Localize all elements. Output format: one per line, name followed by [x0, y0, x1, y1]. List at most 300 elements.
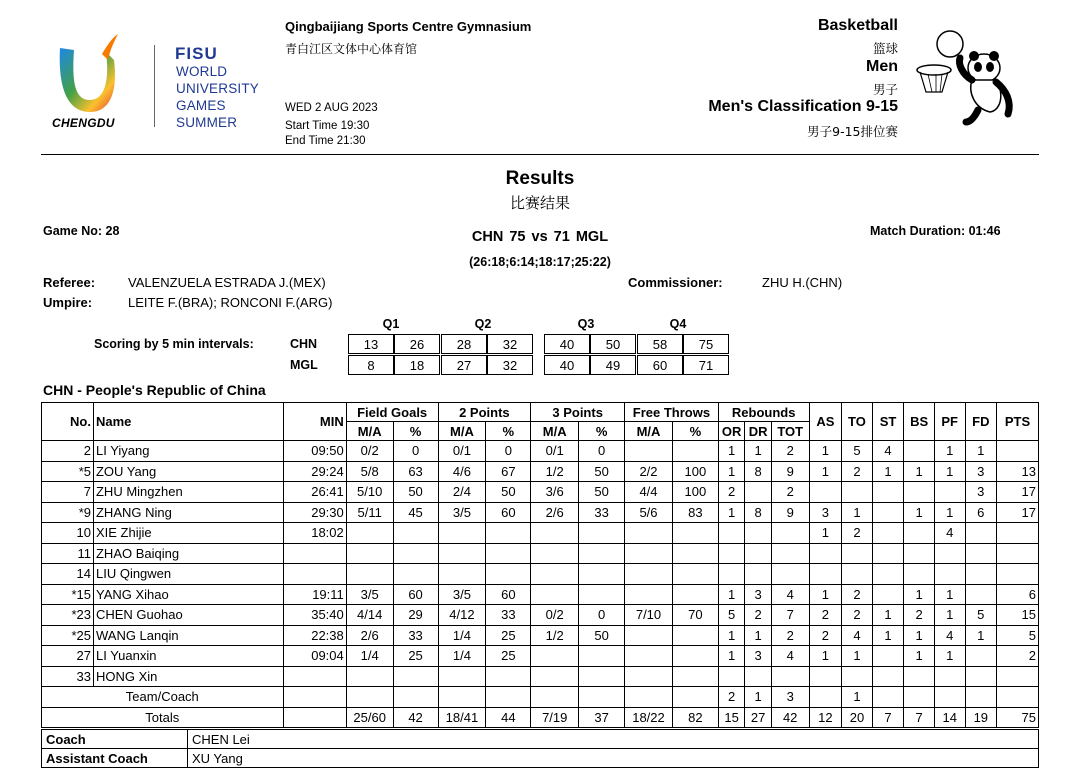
player-name: CHEN Guohao	[93, 605, 283, 626]
chengdu-logo-icon	[52, 30, 124, 120]
stat-cell: 5/8	[346, 461, 393, 482]
stat-cell	[625, 625, 673, 646]
stat-cell	[625, 543, 673, 564]
stat-cell: 29:30	[283, 502, 346, 523]
stat-cell	[872, 482, 904, 503]
interval-score-cell: 60	[637, 355, 683, 375]
stat-cell	[965, 543, 997, 564]
player-number: 7	[42, 482, 94, 503]
stat-cell: 67	[486, 461, 531, 482]
col-header-fd: FD	[965, 403, 997, 441]
interval-label: Scoring by 5 min intervals:	[94, 337, 254, 351]
stat-cell: 13	[997, 461, 1039, 482]
stat-cell	[579, 646, 625, 667]
stat-cell: 4/6	[438, 461, 486, 482]
final-score: CHN 75 vs 71 MGL	[471, 229, 609, 245]
stat-cell: 1	[904, 461, 935, 482]
stat-cell: 60	[486, 584, 531, 605]
coach-row	[42, 730, 1039, 749]
stat-cell	[997, 523, 1039, 544]
stat-cell: 33	[579, 502, 625, 523]
stat-cell: 1	[965, 441, 997, 462]
stat-cell: 2	[809, 625, 842, 646]
stat-cell: 1/4	[346, 646, 393, 667]
stat-cell	[393, 564, 438, 585]
interval-score-cell: 40	[544, 355, 590, 375]
stat-cell: 29:24	[283, 461, 346, 482]
stat-cell	[771, 564, 809, 585]
stat-cell	[872, 666, 904, 687]
coach-table	[41, 729, 1039, 768]
start-time: Start Time 19:30	[285, 120, 370, 132]
player-number: 14	[42, 564, 94, 585]
total-cell: 82	[672, 707, 718, 728]
stat-cell	[438, 543, 486, 564]
stat-cell: 7	[771, 605, 809, 626]
stat-cell	[965, 666, 997, 687]
event-name-zh: 男子9-15排位赛	[807, 124, 898, 139]
stat-cell	[934, 687, 965, 708]
interval-score-cell: 58	[637, 334, 683, 354]
stat-cell	[672, 687, 718, 708]
stat-cell: 1	[965, 625, 997, 646]
table-row	[42, 523, 1039, 544]
sub-header-ma: M/A	[438, 422, 486, 441]
stat-cell: 5/6	[625, 502, 673, 523]
player-number: 33	[42, 666, 94, 687]
stat-cell	[997, 543, 1039, 564]
total-cell: 12	[809, 707, 842, 728]
quarter-scores: (26:18;6:14;18:17;25:22)	[469, 255, 611, 269]
stat-cell	[718, 523, 745, 544]
stat-cell: 6	[997, 584, 1039, 605]
sub-header-dr: DR	[745, 422, 772, 441]
stat-cell: 0/2	[531, 605, 579, 626]
stat-cell	[997, 564, 1039, 585]
stat-cell: 25	[486, 646, 531, 667]
stat-cell	[872, 543, 904, 564]
stat-cell	[283, 666, 346, 687]
col-header-3-points: 3 Points	[531, 403, 625, 422]
interval-score-cell: 32	[487, 334, 533, 354]
stat-cell: 3	[745, 584, 772, 605]
player-rows	[42, 441, 1039, 728]
game-number: Game No: 28	[43, 224, 120, 238]
stat-cell: 3/5	[438, 584, 486, 605]
stat-cell: 1	[809, 441, 842, 462]
stat-cell: 1/2	[531, 461, 579, 482]
stat-cell: 70	[672, 605, 718, 626]
stat-cell: 5/10	[346, 482, 393, 503]
player-number: 10	[42, 523, 94, 544]
stat-cell	[904, 482, 935, 503]
table-row	[42, 646, 1039, 667]
interval-score-cell: 50	[590, 334, 636, 354]
stat-cell	[904, 441, 935, 462]
col-header-to: TO	[842, 403, 873, 441]
col-header-pf: PF	[934, 403, 965, 441]
total-cell: 18/22	[625, 707, 673, 728]
stat-cell: 4	[934, 523, 965, 544]
stat-cell: 2	[809, 605, 842, 626]
totals-label: Totals	[42, 707, 284, 728]
stat-cell	[393, 543, 438, 564]
stat-cell: 1	[745, 625, 772, 646]
stat-cell	[872, 687, 904, 708]
total-cell: 25/60	[346, 707, 393, 728]
stat-cell: 50	[393, 482, 438, 503]
stat-cell	[531, 666, 579, 687]
stat-cell	[625, 687, 673, 708]
stat-cell: 1	[745, 441, 772, 462]
stat-cell	[672, 523, 718, 544]
stat-cell: 6	[965, 502, 997, 523]
interval-score-cell: 75	[683, 334, 729, 354]
stat-cell	[438, 523, 486, 544]
stat-cell: 4/14	[346, 605, 393, 626]
stat-cell: 0/2	[346, 441, 393, 462]
stat-cell: 22:38	[283, 625, 346, 646]
total-cell: 7	[904, 707, 935, 728]
stat-cell	[579, 523, 625, 544]
stat-cell: 3	[771, 687, 809, 708]
stat-cell	[745, 523, 772, 544]
col-header-st: ST	[872, 403, 904, 441]
stat-cell: 4	[771, 646, 809, 667]
stat-cell: 3	[745, 646, 772, 667]
stat-cell	[531, 523, 579, 544]
stat-cell: 50	[579, 482, 625, 503]
total-cell: 42	[771, 707, 809, 728]
stat-cell	[842, 564, 873, 585]
col-header-free-throws: Free Throws	[625, 403, 719, 422]
col-header-name: Name	[93, 403, 283, 441]
stat-cell	[625, 564, 673, 585]
stat-cell: 1	[718, 625, 745, 646]
stat-cell	[625, 441, 673, 462]
stat-cell	[809, 666, 842, 687]
stat-cell: 8	[745, 461, 772, 482]
stat-cell: 5/11	[346, 502, 393, 523]
interval-score-cell: 27	[441, 355, 487, 375]
stat-cell	[745, 564, 772, 585]
stat-cell: 4	[872, 441, 904, 462]
assistant-coach-name: XU Yang	[188, 749, 1039, 768]
event-name: Men's Classification 9-15	[708, 98, 898, 115]
stat-cell	[809, 482, 842, 503]
stat-cell: 1	[934, 441, 965, 462]
table-row	[42, 502, 1039, 523]
total-cell: 15	[718, 707, 745, 728]
game-date: WED 2 AUG 2023	[285, 102, 378, 114]
stat-cell: 2/6	[531, 502, 579, 523]
stat-cell: 2/2	[625, 461, 673, 482]
stat-cell: 15	[997, 605, 1039, 626]
totals-row	[42, 707, 1039, 728]
stat-cell: 2	[842, 605, 873, 626]
assistant-coach-row	[42, 749, 1039, 768]
stat-cell	[745, 543, 772, 564]
assistant-coach-label: Assistant Coach	[42, 749, 188, 768]
stat-cell	[346, 564, 393, 585]
umpire-label: Umpire:	[43, 295, 93, 310]
table-row	[42, 543, 1039, 564]
interval-score-cell: 28	[441, 334, 487, 354]
stat-cell	[771, 666, 809, 687]
stat-cell: 3/6	[531, 482, 579, 503]
stat-cell	[904, 543, 935, 564]
stat-cell	[438, 687, 486, 708]
stat-cell	[745, 482, 772, 503]
stat-cell	[346, 523, 393, 544]
stat-cell: 1	[718, 584, 745, 605]
stat-cell: 3/5	[346, 584, 393, 605]
stat-cell	[934, 543, 965, 564]
team-coach-row	[42, 687, 1039, 708]
stat-cell	[809, 543, 842, 564]
stat-cell: 4	[934, 625, 965, 646]
stat-cell: 1	[904, 625, 935, 646]
header-rule	[41, 154, 1039, 155]
stat-cell	[531, 646, 579, 667]
brand-line: UNIVERSITY	[176, 81, 260, 96]
stat-cell: 1	[809, 461, 842, 482]
stat-cell: 2	[842, 584, 873, 605]
table-row	[42, 605, 1039, 626]
stat-cell: 09:50	[283, 441, 346, 462]
stat-cell: 0	[579, 605, 625, 626]
stat-cell: 4	[842, 625, 873, 646]
referee-name: VALENZUELA ESTRADA J.(MEX)	[128, 275, 326, 290]
col-header-min: MIN	[283, 403, 346, 441]
stat-cell	[283, 707, 346, 728]
stat-cell	[934, 666, 965, 687]
table-row	[42, 564, 1039, 585]
stat-cell: 0	[486, 441, 531, 462]
stat-cell	[672, 666, 718, 687]
stat-cell	[531, 543, 579, 564]
stat-cell: 2	[745, 605, 772, 626]
stat-cell: 1/2	[531, 625, 579, 646]
total-cell: 7/19	[531, 707, 579, 728]
stat-cell	[486, 564, 531, 585]
sub-header-ma: M/A	[346, 422, 393, 441]
end-time: End Time 21:30	[285, 135, 366, 147]
stat-cell	[809, 687, 842, 708]
stat-cell	[934, 564, 965, 585]
stat-cell: 0	[579, 441, 625, 462]
stat-cell	[672, 584, 718, 605]
stat-cell	[672, 564, 718, 585]
stat-cell: 63	[393, 461, 438, 482]
stat-cell: 7/10	[625, 605, 673, 626]
player-number: *9	[42, 502, 94, 523]
player-number: 27	[42, 646, 94, 667]
stat-cell	[579, 687, 625, 708]
quarter-label: Q4	[669, 317, 687, 331]
stat-cell: 3	[965, 461, 997, 482]
total-cell: 20	[842, 707, 873, 728]
table-row	[42, 666, 1039, 687]
stat-cell	[579, 564, 625, 585]
player-name: ZHANG Ning	[93, 502, 283, 523]
stat-cell	[531, 564, 579, 585]
stat-cell: 2	[904, 605, 935, 626]
sport-name-zh: 篮球	[872, 41, 898, 56]
quarter-label: Q3	[577, 317, 595, 331]
player-number: *15	[42, 584, 94, 605]
stat-cell: 1	[842, 687, 873, 708]
stat-cell	[393, 687, 438, 708]
stat-cell	[842, 482, 873, 503]
col-header-bs: BS	[904, 403, 935, 441]
stat-cell	[579, 666, 625, 687]
stat-cell: 26:41	[283, 482, 346, 503]
brand-city: CHENGDU	[52, 116, 115, 130]
stat-cell: 2	[771, 482, 809, 503]
stat-cell: 2	[997, 646, 1039, 667]
stat-cell: 50	[486, 482, 531, 503]
stat-cell	[486, 687, 531, 708]
stat-cell: 17	[997, 482, 1039, 503]
stat-cell: 1	[872, 461, 904, 482]
stat-cell	[934, 482, 965, 503]
col-header-as: AS	[809, 403, 842, 441]
stat-cell: 3/5	[438, 502, 486, 523]
stat-cell: 0/1	[531, 441, 579, 462]
stat-cell: 100	[672, 461, 718, 482]
sub-header-ma: M/A	[531, 422, 579, 441]
stat-cell: 2	[842, 461, 873, 482]
stat-cell	[625, 523, 673, 544]
stat-cell	[393, 666, 438, 687]
table-row	[42, 482, 1039, 503]
stat-cell	[842, 543, 873, 564]
stat-cell	[438, 666, 486, 687]
stat-cell	[872, 646, 904, 667]
brand-line: WORLD	[176, 64, 228, 79]
stat-cell: 8	[745, 502, 772, 523]
total-cell: 42	[393, 707, 438, 728]
col-header-pts: PTS	[997, 403, 1039, 441]
stat-cell	[771, 523, 809, 544]
stat-cell: 1/4	[438, 625, 486, 646]
stat-cell: 4/12	[438, 605, 486, 626]
stat-cell	[872, 564, 904, 585]
stat-cell: 1	[904, 584, 935, 605]
stat-cell: 2	[718, 687, 745, 708]
commissioner-label: Commissioner:	[628, 275, 723, 290]
col-header-no: No.	[42, 403, 94, 441]
stat-cell	[531, 687, 579, 708]
stat-cell: 100	[672, 482, 718, 503]
table-row	[42, 441, 1039, 462]
col-header-rebounds: Rebounds	[718, 403, 809, 422]
player-number: 11	[42, 543, 94, 564]
stat-cell	[965, 523, 997, 544]
stat-cell: 2	[771, 441, 809, 462]
stat-cell	[904, 564, 935, 585]
stat-cell: 60	[486, 502, 531, 523]
stat-cell	[965, 584, 997, 605]
stat-cell: 1	[904, 502, 935, 523]
player-number: *5	[42, 461, 94, 482]
stat-cell: 1	[934, 584, 965, 605]
coach-name: CHEN Lei	[188, 730, 1039, 749]
venue-name-zh: 青白江区文体中心体育馆	[285, 42, 418, 56]
stat-cell	[872, 584, 904, 605]
stat-cell	[672, 625, 718, 646]
stat-cell	[625, 584, 673, 605]
sub-header-or: OR	[718, 422, 745, 441]
player-name: WANG Lanqin	[93, 625, 283, 646]
stat-cell	[904, 523, 935, 544]
stat-cell: 1	[745, 687, 772, 708]
stat-cell: 3	[809, 502, 842, 523]
stat-cell	[283, 564, 346, 585]
stat-cell: 18:02	[283, 523, 346, 544]
stat-cell: 25	[393, 646, 438, 667]
stat-cell	[672, 646, 718, 667]
interval-score-cell: 32	[487, 355, 533, 375]
stat-cell: 2/6	[346, 625, 393, 646]
interval-score-cell: 40	[544, 334, 590, 354]
stat-cell	[346, 543, 393, 564]
stat-cell	[718, 543, 745, 564]
stat-cell: 9	[771, 461, 809, 482]
sub-header-tot: TOT	[771, 422, 809, 441]
stat-cell: 25	[486, 625, 531, 646]
sport-name: Basketball	[817, 17, 898, 34]
stat-cell: 1	[934, 461, 965, 482]
total-cell: 75	[997, 707, 1039, 728]
stat-cell: 1	[718, 646, 745, 667]
stat-cell	[965, 687, 997, 708]
player-name: XIE Zhijie	[93, 523, 283, 544]
stat-cell: 0/1	[438, 441, 486, 462]
stat-cell	[718, 564, 745, 585]
stat-cell: 1	[809, 584, 842, 605]
stat-cell	[486, 666, 531, 687]
stat-cell: 9	[771, 502, 809, 523]
stat-cell: 83	[672, 502, 718, 523]
stat-cell: 1	[904, 646, 935, 667]
stat-cell: 1	[934, 502, 965, 523]
interval-score-cell: 49	[590, 355, 636, 375]
stat-cell: 2	[842, 523, 873, 544]
umpire-names: LEITE F.(BRA); RONCONI F.(ARG)	[128, 295, 333, 310]
brand-line: SUMMER	[176, 115, 238, 130]
interval-score-cell: 8	[348, 355, 394, 375]
total-cell: 18/41	[438, 707, 486, 728]
stat-cell	[997, 666, 1039, 687]
stat-cell	[904, 687, 935, 708]
page-title: Results	[505, 168, 575, 189]
stat-cell	[842, 666, 873, 687]
gender: Men	[866, 58, 898, 75]
table-row	[42, 625, 1039, 646]
stat-cell	[718, 666, 745, 687]
player-number: *25	[42, 625, 94, 646]
stat-cell	[579, 584, 625, 605]
stat-cell: 5	[842, 441, 873, 462]
stat-cell	[997, 687, 1039, 708]
total-cell: 37	[579, 707, 625, 728]
stat-cell: 19:11	[283, 584, 346, 605]
gender-zh: 男子	[872, 82, 898, 97]
interval-score-cell: 18	[394, 355, 440, 375]
stat-cell: 1	[934, 646, 965, 667]
